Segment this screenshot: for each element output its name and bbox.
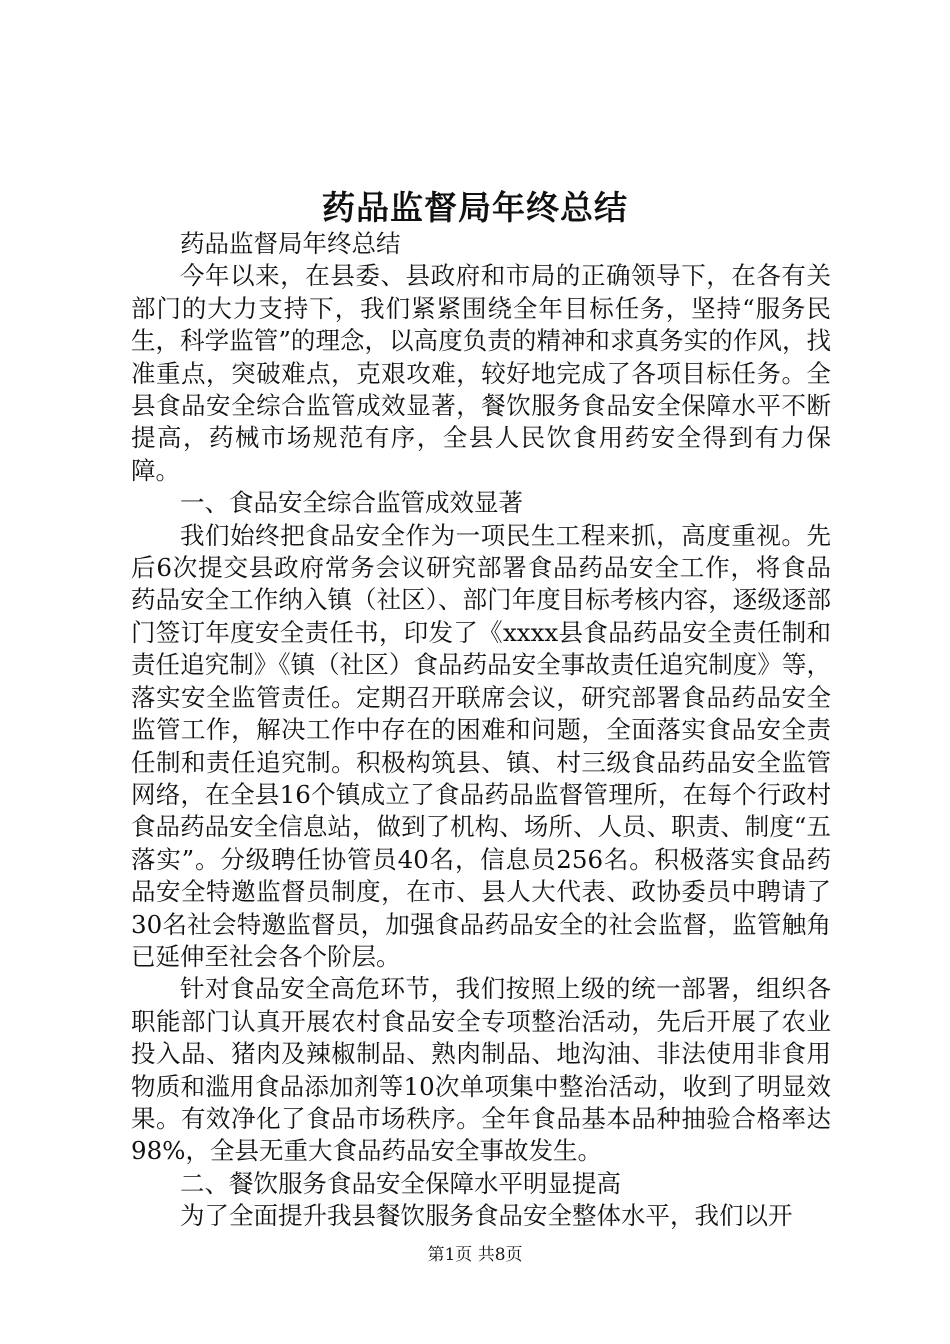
document-title: 药品监督局年终总结	[322, 188, 628, 227]
section-heading-1: 一、食品安全综合监管成效显著	[180, 488, 523, 518]
document-subtitle-paragraph: 药品监督局年终总结	[180, 229, 401, 258]
section-heading-2: 二、餐饮服务食品安全保障水平明显提高	[180, 1168, 621, 1198]
body-paragraph: 针对食品安全高危环节，我们按照上级的统一部署，组织各职能部门认真开展农村食品安全专项整治活动，先后开展了农业投入品、猪肉及辣椒制品、熟肉制品、地沟油、非法使用非食用物质和滥用食品添加剂等10次单项集中整治活动，收到了明显效果。有效净化了食品市场秩序。全年食品基本品种抽验合格率达98%，全县无重大食品药品安全事故发生。	[131, 974, 831, 1166]
intro-paragraph: 今年以来，在县委、县政府和市局的正确领导下，在各有关部门的大力支持下，我们紧紧围绕全年目标任务，坚持“服务民生，科学监管”的理念，以高度负责的精神和求真务实的作风，找准重点，突破难点，克艰攻难，较好地完成了各项目标任务。全县食品安全综合监管成效显著，餐饮服务食品安全保障水平不断提高，药械市场规范有序，全县人民饮食用药安全得到有力保障。	[131, 261, 831, 485]
document-body	[131, 228, 831, 1233]
page-number-footer: 第1页 共8页	[427, 1245, 523, 1265]
body-paragraph: 我们始终把食品安全作为一项民生工程来抓，高度重视。先后6次提交县政府常务会议研究部署食品药品安全工作，将食品药品安全工作纳入镇（社区）、部门年度目标考核内容，逐级逐部门签订年度安全责任书，印发了《xxxx县食品药品安全责任制和责任追究制》《镇（社区）食品药品安全事故责任追究制度》等，落实安全监管责任。定期召开联席会议，研究部署食品药品安全监管工作，解决工作中存在的困难和问题，全面落实食品安全责任制和责任追究制。积极构筑县、镇、村三级食品药品安全监管网络，在全县16个镇成立了食品药品监督管理所，在每个行政村食品药品安全信息站，做到了机构、场所、人员、职责、制度“五落实”。分级聘任协管员40名，信息员256名。积极落实食品药品安全特邀监督员制度，在市、县人大代表、政协委员中聘请了30名社会特邀监督员，加强食品药品安全的社会监督，监管触角已延伸至社会各个阶层。	[131, 520, 831, 971]
body-paragraph: 为了全面提升我县餐饮服务食品安全整体水平，我们以开	[180, 1201, 793, 1231]
